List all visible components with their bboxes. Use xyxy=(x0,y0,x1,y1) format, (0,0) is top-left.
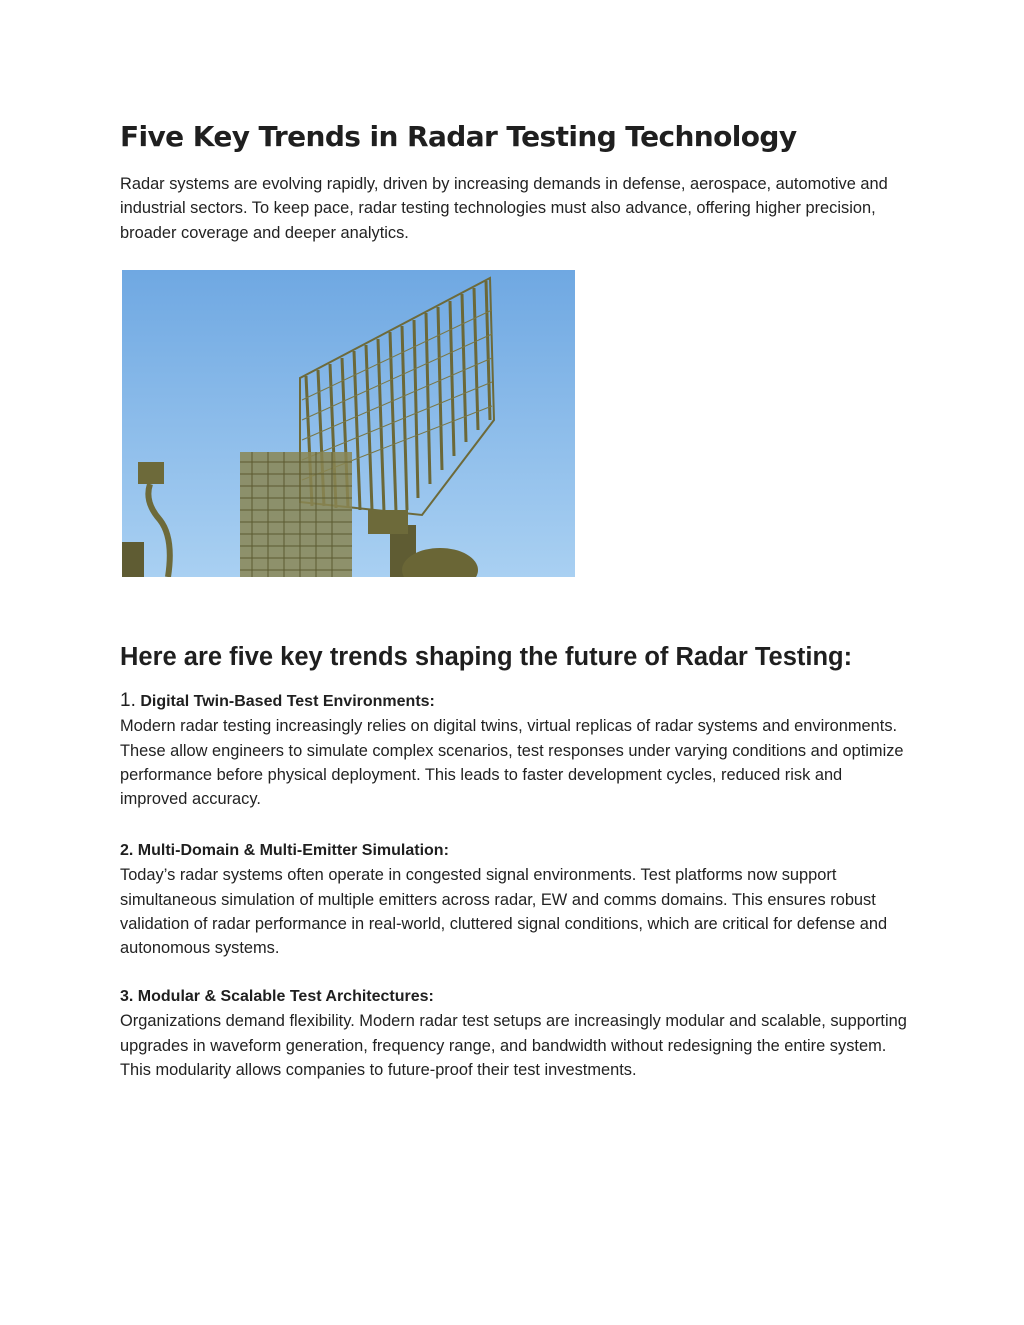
trend-title: Modular & Scalable Test Architectures: xyxy=(137,988,434,1005)
trend-item-1 xyxy=(120,689,910,811)
trend-heading xyxy=(120,985,910,1009)
trend-body: Modern radar testing increasingly relies on digital twins, virtual replicas of radar systems and environments. These allow engineers to simulate complex scenarios, test responses under varying conditions and optimize performance before physical deployment. This leads to faster development cycles, reduced risk and improved accuracy. xyxy=(120,717,904,809)
trend-title: Multi-Domain & Multi-Emitter Simulation: xyxy=(137,842,449,859)
trend-number: 1. xyxy=(120,690,136,711)
trend-item-2 xyxy=(120,839,910,960)
trend-item-3 xyxy=(120,985,910,1082)
trend-number: 3. xyxy=(120,988,134,1005)
trend-number: 2. xyxy=(120,842,134,859)
intro-paragraph: Radar systems are evolving rapidly, driven by increasing demands in defense, aerospace, automotive and industrial sectors. To keep pace, radar testing technologies must also advance, offering higher precision, broader coverage and deeper analytics. xyxy=(120,175,888,242)
trend-title: Digital Twin-Based Test Environments: xyxy=(140,693,435,710)
document-title: Five Key Trends in Radar Testing Technology xyxy=(120,120,797,153)
trend-heading xyxy=(120,839,910,863)
trend-body: Organizations demand flexibility. Modern radar test setups are increasingly modular and scalable, supporting upgrades in waveform generation, frequency range, and bandwidth without redesigning the entire system. This modularity allows companies to future-proof their test investments. xyxy=(120,1012,907,1079)
trend-heading xyxy=(120,689,910,714)
trends-section-heading: Here are five key trends shaping the future of Radar Testing: xyxy=(120,643,853,671)
radar-antenna-photo xyxy=(122,270,575,577)
trend-body: Today’s radar systems often operate in congested signal environments. Test platforms now support simultaneous simulation of multiple emitters across radar, EW and comms domains. This ensures robust validation of radar performance in real-world, cluttered signal conditions, which are critical for defense and autonomous systems. xyxy=(120,866,888,958)
